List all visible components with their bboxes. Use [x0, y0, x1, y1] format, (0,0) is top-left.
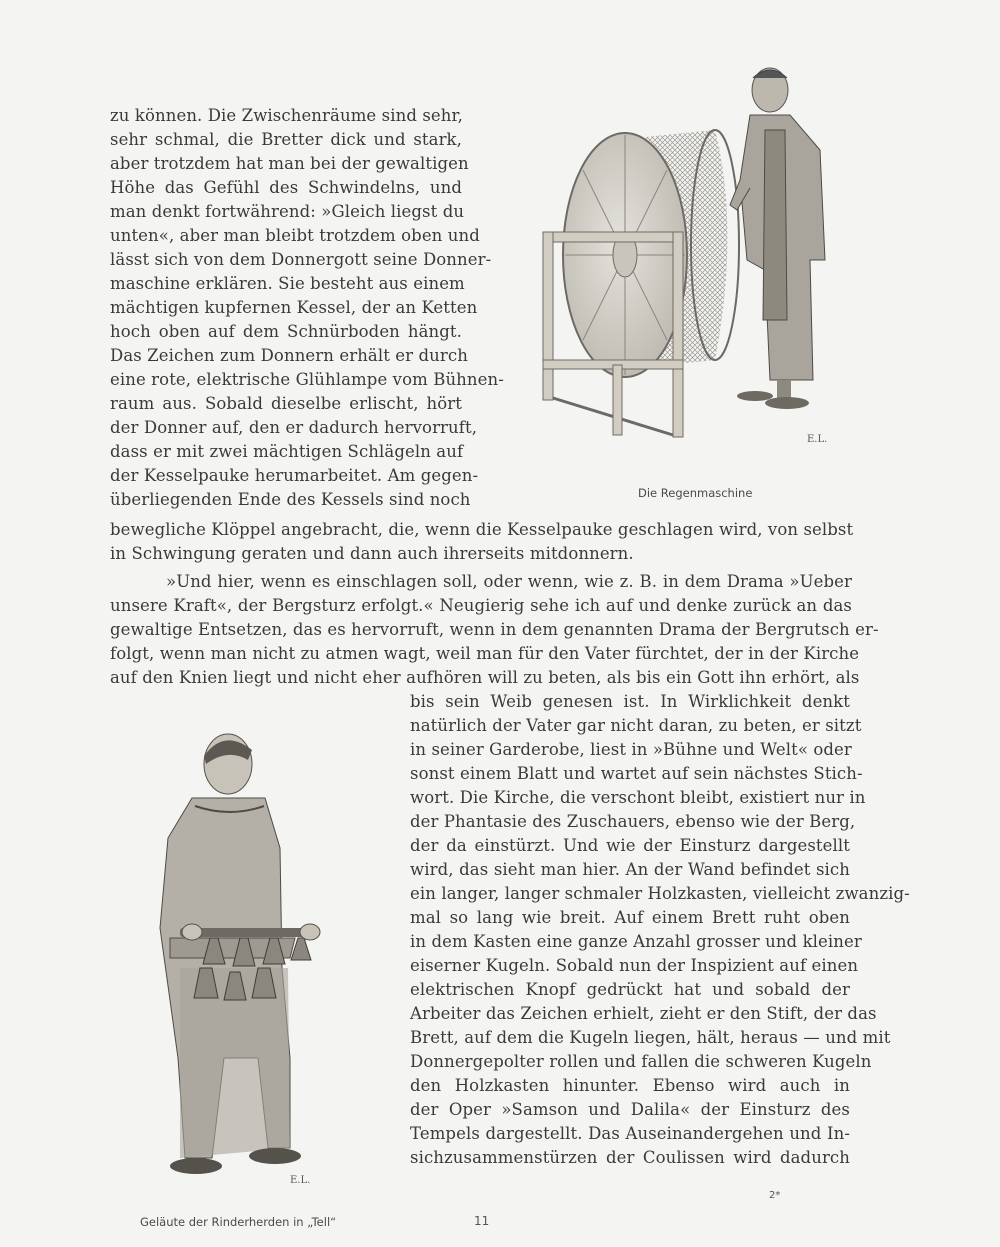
- text-line: der Oper »Samson und Dalila« der Einsturz des: [410, 1100, 850, 1119]
- svg-text:E.L.: E.L.: [807, 434, 828, 445]
- text-line: lässt sich von dem Donnergott seine Donner-: [110, 250, 492, 269]
- text-line: Donnergepolter rollen und fallen die schweren Kugeln: [410, 1052, 872, 1071]
- text-line: überliegenden Ende des Kessels sind noch: [110, 490, 471, 509]
- text-line: natürlich der Vater gar nicht daran, zu beten, er sitzt: [410, 716, 862, 735]
- text-line: sichzusammenstürzen der Coulissen wird dadurch: [410, 1148, 850, 1167]
- rain-machine-illustration: [525, 60, 875, 470]
- bells-caption: Geläute der Rinderherden in „Tell“: [140, 1215, 337, 1229]
- text-line: der da einstürzt. Und wie der Einsturz dargestellt: [410, 836, 850, 855]
- text-line: man denkt fortwährend: »Gleich liegst du: [110, 202, 465, 221]
- text-line: eiserner Kugeln. Sobald nun der Inspizient auf einen: [410, 956, 859, 975]
- text-line: gewaltige Entsetzen, das es hervorruft, wenn in dem genannten Drama der Bergrutsch er-: [110, 620, 879, 639]
- bells-drawing: [140, 728, 370, 1198]
- text-line: »Und hier, wenn es einschlagen soll, oder wenn, wie z. B. in dem Drama »Ueber: [166, 572, 852, 591]
- text-line: der Kesselpauke herumarbeitet. Am gegen-: [110, 466, 479, 485]
- text-line: in Schwingung geraten und dann auch ihrerseits mitdonnern.: [110, 544, 634, 563]
- text-line: in seiner Garderobe, liest in »Bühne und Welt« oder: [410, 740, 852, 759]
- text-line: elektrischen Knopf gedrückt hat und sobald der: [410, 980, 850, 999]
- text-line: zu können. Die Zwischenräume sind sehr,: [110, 106, 464, 125]
- text-line: aber trotzdem hat man bei der gewaltigen: [110, 154, 469, 173]
- text-line: wort. Die Kirche, die verschont bleibt, existiert nur in: [410, 788, 866, 807]
- text-line: Tempels dargestellt. Das Auseinandergehen und In-: [410, 1124, 850, 1143]
- rain-machine-caption: Die Regenmaschine: [638, 486, 753, 500]
- svg-text:E.L.: E.L.: [290, 1175, 311, 1186]
- text-line: unsere Kraft«, der Bergsturz erfolgt.« Neugierig sehe ich auf und denke zurück an das: [110, 596, 852, 615]
- text-line: Das Zeichen zum Donnern erhält er durch: [110, 346, 468, 365]
- signature-mark: 2*: [769, 1190, 781, 1201]
- text-line: Arbeiter das Zeichen erhielt, zieht er den Stift, der das: [410, 1004, 877, 1023]
- text-line: bis sein Weib genesen ist. In Wirklichkeit denkt: [410, 692, 850, 711]
- text-line: wird, das sieht man hier. An der Wand befindet sich: [410, 860, 850, 879]
- text-line: eine rote, elektrische Glühlampe vom Bühnen-: [110, 370, 504, 389]
- text-line: der Phantasie des Zuschauers, ebenso wie der Berg,: [410, 812, 856, 831]
- text-line: der Donner auf, den er dadurch hervorruft,: [110, 418, 478, 437]
- bells-illustration: [140, 728, 370, 1198]
- text-line: unten«, aber man bleibt trotzdem oben und: [110, 226, 480, 245]
- text-line: maschine erklären. Sie besteht aus einem: [110, 274, 465, 293]
- text-line: sehr schmal, die Bretter dick und stark,: [110, 130, 462, 149]
- text-line: ein langer, langer schmaler Holzkasten, vielleicht zwanzig-: [410, 884, 910, 903]
- text-line: auf den Knien liegt und nicht eher aufhören will zu beten, als bis ein Gott ihn erhört, als: [110, 668, 860, 687]
- text-line: mächtigen kupfernen Kessel, der an Ketten: [110, 298, 478, 317]
- text-line: Brett, auf dem die Kugeln liegen, hält, heraus — und mit: [410, 1028, 891, 1047]
- text-line: bewegliche Klöppel angebracht, die, wenn die Kesselpauke geschlagen wird, von selbst: [110, 520, 854, 539]
- text-line: sonst einem Blatt und wartet auf sein nächstes Stich-: [410, 764, 863, 783]
- text-line: dass er mit zwei mächtigen Schlägeln auf: [110, 442, 464, 461]
- text-line: den Holzkasten hinunter. Ebenso wird auch in: [410, 1076, 850, 1095]
- text-line: mal so lang wie breit. Auf einem Brett ruht oben: [410, 908, 850, 927]
- text-line: raum aus. Sobald dieselbe erlischt, hört: [110, 394, 462, 413]
- text-line: in dem Kasten eine ganze Anzahl grosser und kleiner: [410, 932, 862, 951]
- text-line: Höhe das Gefühl des Schwindelns, und: [110, 178, 462, 197]
- text-line: folgt, wenn man nicht zu atmen wagt, weil man für den Vater fürchtet, der in der Kirche: [110, 644, 860, 663]
- text-line: hoch oben auf dem Schnürboden hängt.: [110, 322, 462, 341]
- page-number: 11: [474, 1214, 490, 1228]
- rain-machine-drawing: [525, 60, 875, 470]
